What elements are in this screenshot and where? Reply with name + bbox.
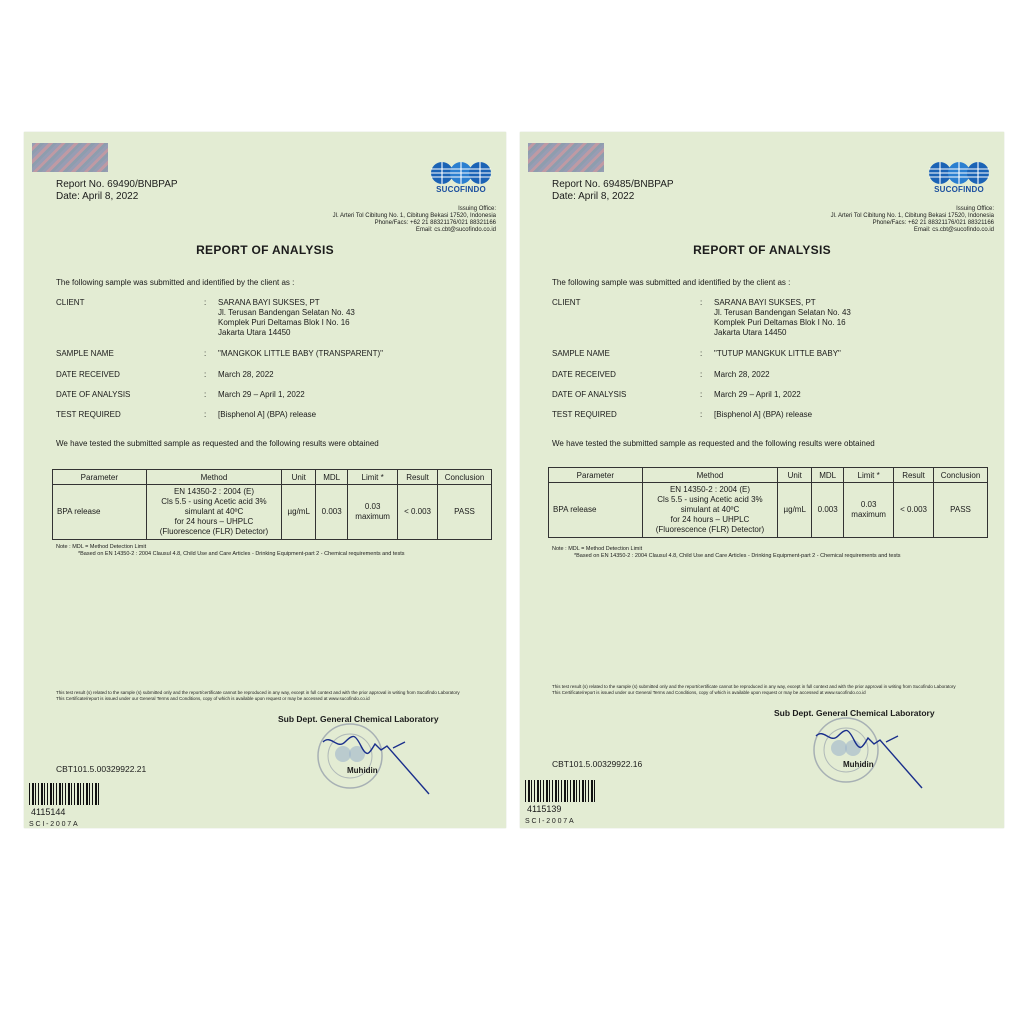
header-limit: Limit *	[844, 468, 894, 483]
fine-print	[56, 690, 486, 702]
header-conclusion: Conclusion	[934, 468, 988, 483]
method-line: simulant at 40ºC	[184, 507, 244, 516]
header-method: Method	[642, 468, 778, 483]
report-document-left	[24, 132, 506, 828]
table-row	[549, 483, 988, 538]
report-title-text: REPORT OF ANALYSIS	[693, 243, 831, 257]
logo-text: SUCOFINDO	[436, 185, 486, 194]
date-analysis-label: DATE OF ANALYSIS	[552, 390, 627, 399]
fine-print-line: This test result (s) related to the sample (s) submitted only and the report/certificate cannot be reproduced in any way, except in full context and with the prior approval in writing from Sucofindo Laboratory	[56, 690, 460, 695]
issuing-office	[754, 206, 994, 234]
cell-method	[146, 485, 282, 540]
colon: :	[700, 410, 703, 419]
sample-name-label: SAMPLE NAME	[56, 349, 114, 358]
issuing-address: Jl. Arteri Tol Cibitung No. 1, Cibitung Bekasi 17520, Indonesia	[830, 213, 994, 219]
header-result: Result	[398, 470, 438, 485]
cell-parameter: BPA release	[549, 483, 643, 538]
barcode-number: 4115139	[527, 804, 562, 814]
method-line: for 24 hours – UHPLC	[174, 517, 254, 526]
fine-print	[552, 684, 982, 696]
client-label: CLIENT	[56, 298, 85, 307]
client-value	[218, 298, 355, 338]
sample-name-label: SAMPLE NAME	[552, 349, 610, 358]
lab-name: Sub Dept. General Chemical Laboratory	[774, 708, 935, 718]
method-line: Cls 5.5 - using Acetic acid 3%	[161, 497, 267, 506]
test-required-value: [Bisphenol A] (BPA) release	[218, 410, 317, 419]
cell-parameter: BPA release	[53, 485, 147, 540]
cell-mdl: 0.003	[812, 483, 844, 538]
date-analysis-value: March 29 – April 1, 2022	[218, 390, 305, 399]
limit-value: 0.03	[364, 502, 381, 511]
table-header-row	[53, 470, 492, 485]
sucofindo-logo	[924, 161, 994, 194]
date-analysis-label: DATE OF ANALYSIS	[56, 390, 131, 399]
issuing-email: Email: cs.cbt@sucofindo.co.id	[913, 227, 994, 233]
cell-method	[642, 483, 778, 538]
signature-icon	[319, 730, 439, 800]
colon: :	[700, 390, 703, 399]
header-method: Method	[146, 470, 282, 485]
test-required-value: [Bisphenol A] (BPA) release	[714, 410, 813, 419]
cell-result: < 0.003	[894, 483, 934, 538]
tested-statement: We have tested the submitted sample as requested and the following results were obtained	[56, 439, 379, 448]
lab-name: Sub Dept. General Chemical Laboratory	[278, 714, 439, 724]
issuing-office	[256, 206, 496, 234]
table-note	[552, 546, 901, 560]
certificate-code: CBT101.5.00329922.16	[552, 759, 643, 769]
colon: :	[700, 370, 703, 379]
note-mdl: Note : MDL = Method Detection Limit	[56, 544, 147, 550]
colon: :	[204, 390, 207, 399]
report-header	[56, 179, 178, 203]
client-address-3: Jakarta Utara 14450	[714, 328, 787, 337]
results-table	[548, 467, 988, 538]
report-header	[552, 179, 674, 203]
fine-print-line: This Certificate/report is issued under our General Terms and Conditions, copy of which is available upon request or may be accessed at www.sucofindo.co.id	[552, 690, 866, 695]
report-title	[520, 243, 1004, 257]
form-code: SCI-2007A	[525, 818, 576, 825]
report-date: Date: April 8, 2022	[552, 191, 635, 202]
table-header-row	[549, 468, 988, 483]
colon: :	[204, 349, 207, 358]
fine-print-line: This Certificate/report is issued under our General Terms and Conditions, copy of which is available upon request or may be accessed at www.sucofindo.co.id	[56, 696, 370, 701]
cell-conclusion: PASS	[438, 485, 492, 540]
client-address-3: Jakarta Utara 14450	[218, 328, 291, 337]
header-unit: Unit	[282, 470, 316, 485]
date-received-value: March 28, 2022	[714, 370, 770, 379]
client-address-1: Jl. Terusan Bandengan Selatan No. 43	[714, 308, 851, 317]
garuda-emblem-icon	[528, 143, 604, 172]
date-analysis-value: March 29 – April 1, 2022	[714, 390, 801, 399]
note-basis: *Based on EN 14350-2 : 2004 Clausul 4.8, Child Use and Care Articles - Drinking Equipment-part 2 - Chemical requirements and tests	[78, 551, 405, 557]
issuing-email: Email: cs.cbt@sucofindo.co.id	[415, 227, 496, 233]
client-address-1: Jl. Terusan Bandengan Selatan No. 43	[218, 308, 355, 317]
cell-conclusion: PASS	[934, 483, 988, 538]
issuing-address: Jl. Arteri Tol Cibitung No. 1, Cibitung Bekasi 17520, Indonesia	[332, 213, 496, 219]
report-title-text: REPORT OF ANALYSIS	[196, 243, 334, 257]
client-name: SARANA BAYI SUKSES, PT	[714, 298, 816, 307]
test-required-label: TEST REQUIRED	[552, 410, 617, 419]
results-table	[52, 469, 492, 540]
header-parameter: Parameter	[53, 470, 147, 485]
colon: :	[204, 298, 207, 307]
fine-print-line: This test result (s) related to the sample (s) submitted only and the report/certificate cannot be reproduced in any way, except in full context and with the prior approval in writing from Sucofindo Laboratory	[552, 684, 956, 689]
note-basis: *Based on EN 14350-2 : 2004 Clausul 4.8, Child Use and Care Articles - Drinking Equipment-part 2 - Chemical requirements and tests	[574, 553, 901, 559]
barcode-icon	[525, 780, 597, 802]
signature-icon	[812, 724, 932, 794]
method-line: EN 14350-2 : 2004 (E)	[173, 487, 254, 496]
client-address-2: Komplek Puri Deltamas Blok I No. 16	[218, 318, 350, 327]
report-date: Date: April 8, 2022	[56, 191, 139, 202]
colon: :	[204, 370, 207, 379]
method-line: simulant at 40ºC	[680, 505, 740, 514]
sample-name-value: "TUTUP MANGKUK LITTLE BABY"	[714, 349, 841, 358]
certificate-code: CBT101.5.00329922.21	[56, 764, 147, 774]
report-number: Report No. 69485/BNBPAP	[552, 179, 674, 190]
barcode-number: 4115144	[31, 807, 66, 817]
limit-value: 0.03	[860, 500, 877, 509]
report-number: Report No. 69490/BNBPAP	[56, 179, 178, 190]
cell-limit	[844, 483, 894, 538]
method-line: (Fluorescence (FLR) Detector)	[655, 525, 765, 534]
test-required-label: TEST REQUIRED	[56, 410, 121, 419]
date-received-value: March 28, 2022	[218, 370, 274, 379]
colon: :	[204, 410, 207, 419]
globe-logo-icon	[928, 161, 990, 185]
cell-unit: µg/mL	[778, 483, 812, 538]
intro-text: The following sample was submitted and identified by the client as :	[56, 278, 295, 287]
header-parameter: Parameter	[549, 468, 643, 483]
table-row	[53, 485, 492, 540]
cell-unit: µg/mL	[282, 485, 316, 540]
signer-name: Muhidin	[347, 766, 378, 775]
globe-logo-icon	[430, 161, 492, 185]
cell-result: < 0.003	[398, 485, 438, 540]
issuing-label: Issuing Office:	[458, 206, 496, 212]
signer-name: Muhidin	[843, 760, 874, 769]
barcode-icon	[29, 783, 101, 805]
date-received-label: DATE RECEIVED	[56, 370, 120, 379]
logo-text: SUCOFINDO	[934, 185, 984, 194]
client-value	[714, 298, 851, 338]
garuda-emblem-icon	[32, 143, 108, 172]
method-line: Cls 5.5 - using Acetic acid 3%	[657, 495, 763, 504]
sample-name-value: "MANGKOK LITTLE BABY (TRANSPARENT)"	[218, 349, 383, 358]
client-address-2: Komplek Puri Deltamas Blok I No. 16	[714, 318, 846, 327]
client-label: CLIENT	[552, 298, 581, 307]
method-line: (Fluorescence (FLR) Detector)	[159, 527, 269, 536]
header-mdl: MDL	[812, 468, 844, 483]
cell-mdl: 0.003	[316, 485, 348, 540]
issuing-phone: Phone/Facs: +62 21 88321176/021 88321166	[374, 220, 496, 226]
issuing-phone: Phone/Facs: +62 21 88321176/021 88321166	[872, 220, 994, 226]
report-title	[24, 243, 506, 257]
note-mdl: Note : MDL = Method Detection Limit	[552, 546, 643, 552]
method-line: for 24 hours – UHPLC	[670, 515, 750, 524]
table-note	[56, 544, 405, 558]
limit-qualifier: maximum	[851, 510, 886, 519]
method-line: EN 14350-2 : 2004 (E)	[669, 485, 750, 494]
issuing-label: Issuing Office:	[956, 206, 994, 212]
header-unit: Unit	[778, 468, 812, 483]
tested-statement: We have tested the submitted sample as requested and the following results were obtained	[552, 439, 875, 448]
header-conclusion: Conclusion	[438, 470, 492, 485]
header-limit: Limit *	[348, 470, 398, 485]
header-result: Result	[894, 468, 934, 483]
colon: :	[700, 298, 703, 307]
limit-qualifier: maximum	[355, 512, 390, 521]
intro-text: The following sample was submitted and identified by the client as :	[552, 278, 791, 287]
header-mdl: MDL	[316, 470, 348, 485]
date-received-label: DATE RECEIVED	[552, 370, 616, 379]
form-code: SCI-2007A	[29, 821, 80, 828]
report-document-right	[520, 132, 1004, 828]
sucofindo-logo	[426, 161, 496, 194]
cell-limit	[348, 485, 398, 540]
colon: :	[700, 349, 703, 358]
client-name: SARANA BAYI SUKSES, PT	[218, 298, 320, 307]
